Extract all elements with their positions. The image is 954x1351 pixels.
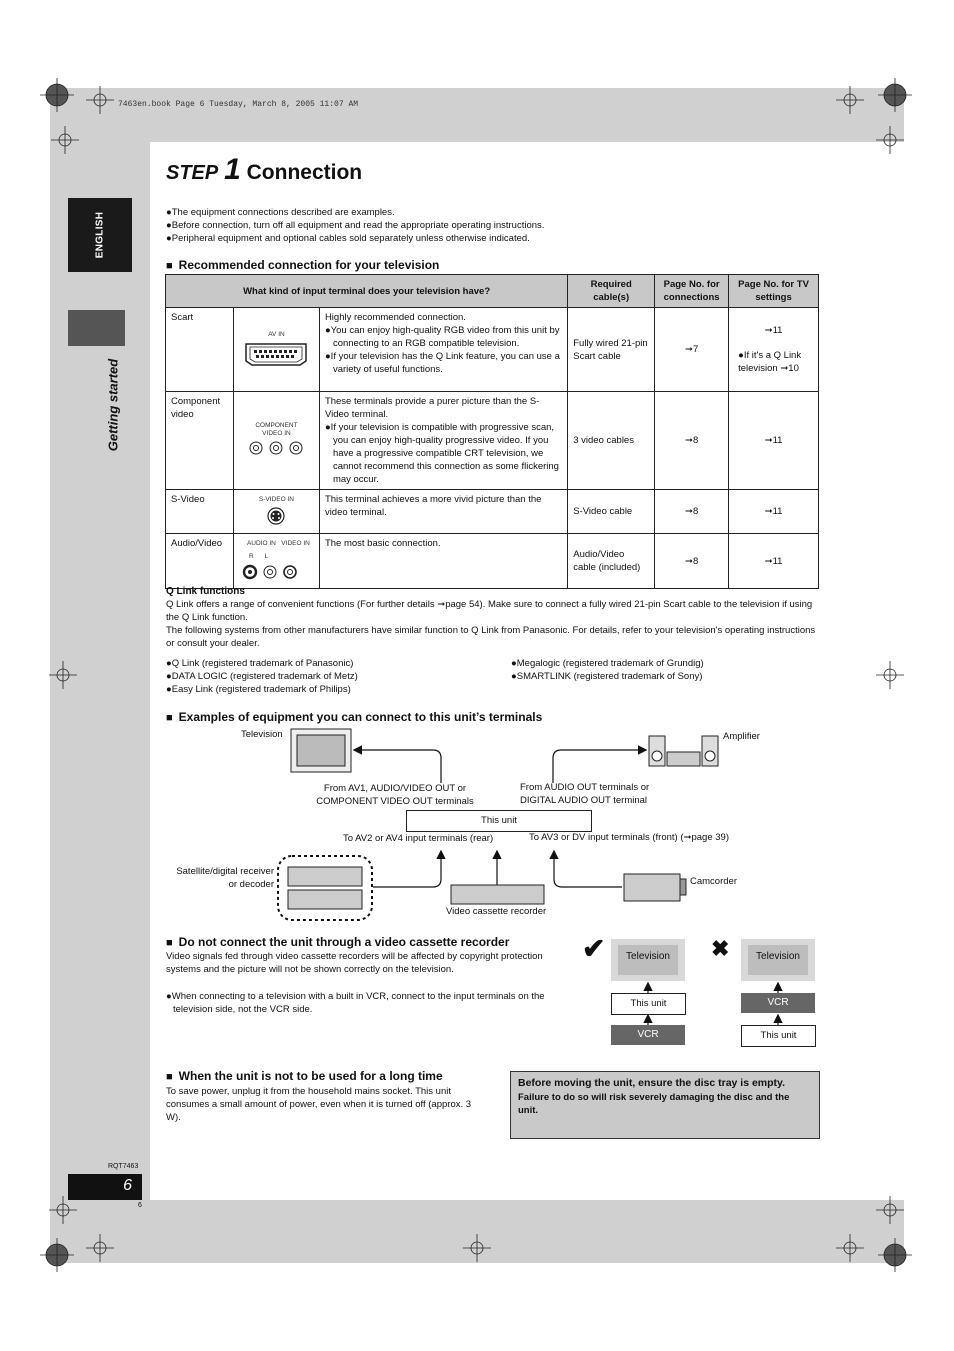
diagram-television-label: Television	[241, 729, 283, 740]
audio-in-label: AUDIO IN	[246, 540, 276, 547]
tv-page-cell: ➞11	[729, 392, 819, 490]
ok-television: Television	[618, 945, 678, 975]
title-text: Connection	[246, 161, 363, 184]
model-code: RQT7463	[108, 1163, 139, 1170]
terminal-type: Scart	[166, 308, 234, 392]
qlink-para-2: The following systems from other manufacturers have similar function to Q Link from Panasonic. For details, refer to your television's operating instructions or consult your dealer.	[166, 625, 816, 649]
cable-cell: Audio/Video cable (included)	[568, 534, 655, 589]
qlink-tv-page-ref: ●If it's a Q Link television ➞10	[738, 350, 802, 374]
desc-line: ●If your television is compatible with progressive scan, you can enjoy high-quality progressive video. If you have a progressive compatible CRT television, we cannot recommend this connection as some flickering may occur.	[324, 422, 559, 485]
desc-line: These terminals provide a purer picture than the S-Video terminal.	[324, 396, 540, 420]
ok-this-unit: This unit	[611, 993, 686, 1015]
col-header-terminal: What kind of input terminal does your television have?	[166, 275, 568, 308]
video-in-label: VIDEO IN	[281, 540, 310, 547]
list-item: ●Peripheral equipment and optional cables sold separately unless otherwise indicated.	[166, 233, 530, 244]
list-item: ●SMARTLINK (registered trademark of Sony)	[511, 671, 703, 682]
no-vcr-para: Video signals fed through video cassette recorders will be affected by copyright protection systems and the picture will not be shown correctly on the television.	[166, 951, 543, 975]
desc-line: Highly recommended connection.	[324, 312, 466, 323]
examples-heading: ■ Examples of equipment you can connect to this unit’s terminals	[166, 710, 542, 724]
terminal-label: S-VIDEO IN	[258, 496, 294, 503]
qlink-heading: Q Link functions	[166, 586, 245, 597]
rl-label: R L	[248, 553, 269, 560]
from-av1-label: From AV1, AUDIO/VIDEO OUT or COMPONENT VIDEO OUT terminals	[316, 783, 474, 807]
from-audio-label: From AUDIO OUT terminals or DIGITAL AUDIO OUT terminal	[520, 782, 650, 806]
no-vcr-bullet: ●When connecting to a television with a built in VCR, connect to the input terminals on the television side, not the VCR side.	[166, 991, 545, 1015]
ng-this-unit: This unit	[741, 1025, 816, 1047]
desc-line: ●If your television has the Q Link feature, you can use a variety of useful functions.	[324, 351, 560, 375]
conn-page-cell: ➞7	[655, 308, 729, 392]
to-av2-label: To AV2 or AV4 input terminals (rear)	[343, 833, 494, 844]
vcr-label: Video cassette recorder	[446, 906, 547, 917]
to-av3-label: To AV3 or DV input terminals (front) (➞page 39)	[529, 832, 729, 843]
conn-page-cell: ➞8	[655, 490, 729, 534]
list-item: ●Before connection, turn off all equipment and read the appropriate operating instructions.	[166, 220, 545, 231]
terminal-label: AV IN	[268, 331, 285, 338]
camcorder-label: Camcorder	[690, 876, 737, 887]
no-vcr-heading: ■ Do not connect the unit through a video cassette recorder	[166, 935, 509, 949]
list-item: ●Megalogic (registered trademark of Grundig)	[511, 658, 704, 669]
page-number: 6	[123, 1177, 132, 1194]
terminal-description: The most basic connection.	[319, 534, 567, 589]
col-header-tv-page: Page No. for TV settings	[729, 275, 819, 308]
notice-box	[510, 1071, 820, 1139]
page-number-tab	[68, 1174, 142, 1200]
step-number: 1	[224, 153, 241, 186]
cable-cell: 3 video cables	[568, 392, 655, 490]
notice-main: Before moving the unit, ensure the disc tray is empty.	[518, 1077, 786, 1089]
cross-icon: ✖	[711, 936, 730, 961]
terminal-label: COMPONENT VIDEO IN	[255, 421, 298, 437]
checkmark-icon: ✔	[582, 933, 606, 964]
long-time-heading: ■ When the unit is not to be used for a long time	[166, 1069, 443, 1083]
list-item: ●The equipment connections described are examples.	[166, 207, 395, 218]
language-label: ENGLISH	[94, 211, 106, 259]
tv-page-ref: ➞11	[764, 325, 783, 336]
qlink-para-1: Q Link offers a range of convenient functions (For further details ➞page 54). Make sure to connect a fully wired 21-pin Scart cable to the television if using the Q Link function.	[166, 599, 813, 623]
terminal-type: Audio/Video	[166, 534, 234, 589]
tv-page-cell: ➞11	[729, 534, 819, 589]
satellite-label: Satellite/digital receiver or decoder	[176, 866, 274, 890]
conn-page-cell: ➞8	[655, 392, 729, 490]
small-page-number: 6	[138, 1202, 142, 1209]
notice-sub: Failure to do so will risk severely damaging the disc and the unit.	[518, 1092, 790, 1116]
tv-page-cell: ➞11	[729, 490, 819, 534]
ng-television: Television	[748, 945, 808, 975]
section-label-text: Getting started	[105, 358, 121, 452]
diagram-amplifier-label: Amplifier	[723, 731, 760, 742]
desc-line: ●You can enjoy high-quality RGB video from this unit by connecting to an RGB compatible television.	[324, 325, 560, 349]
this-unit-box: This unit	[406, 810, 592, 832]
ok-vcr: VCR	[611, 1025, 685, 1045]
terminal-description: This terminal achieves a more vivid picture than the video terminal.	[319, 490, 567, 534]
conn-page-cell: ➞8	[655, 534, 729, 589]
recommended-heading: ■ Recommended connection for your television	[166, 258, 439, 272]
list-item: ●Easy Link (registered trademark of Philips)	[166, 684, 351, 695]
col-header-conn-page: Page No. for connections	[655, 275, 729, 308]
terminal-type: Component video	[166, 392, 234, 490]
col-header-cable: Required cable(s)	[568, 275, 655, 308]
long-time-para: To save power, unplug it from the household mains socket. This unit consumes a small amount of power, even when it is turned off (approx. 3 W).	[166, 1086, 472, 1123]
book-info-line: 7463en.book Page 6 Tuesday, March 8, 2005 11:07 AM	[118, 100, 359, 109]
terminal-type: S-Video	[166, 490, 234, 534]
cable-cell: Fully wired 21-pin Scart cable	[568, 308, 655, 392]
step-word: STEP	[166, 162, 219, 184]
list-item: ●DATA LOGIC (registered trademark of Metz)	[166, 671, 358, 682]
list-item: ●Q Link (registered trademark of Panasonic)	[166, 658, 354, 669]
cable-cell: S-Video cable	[568, 490, 655, 534]
ng-vcr: VCR	[741, 993, 815, 1013]
